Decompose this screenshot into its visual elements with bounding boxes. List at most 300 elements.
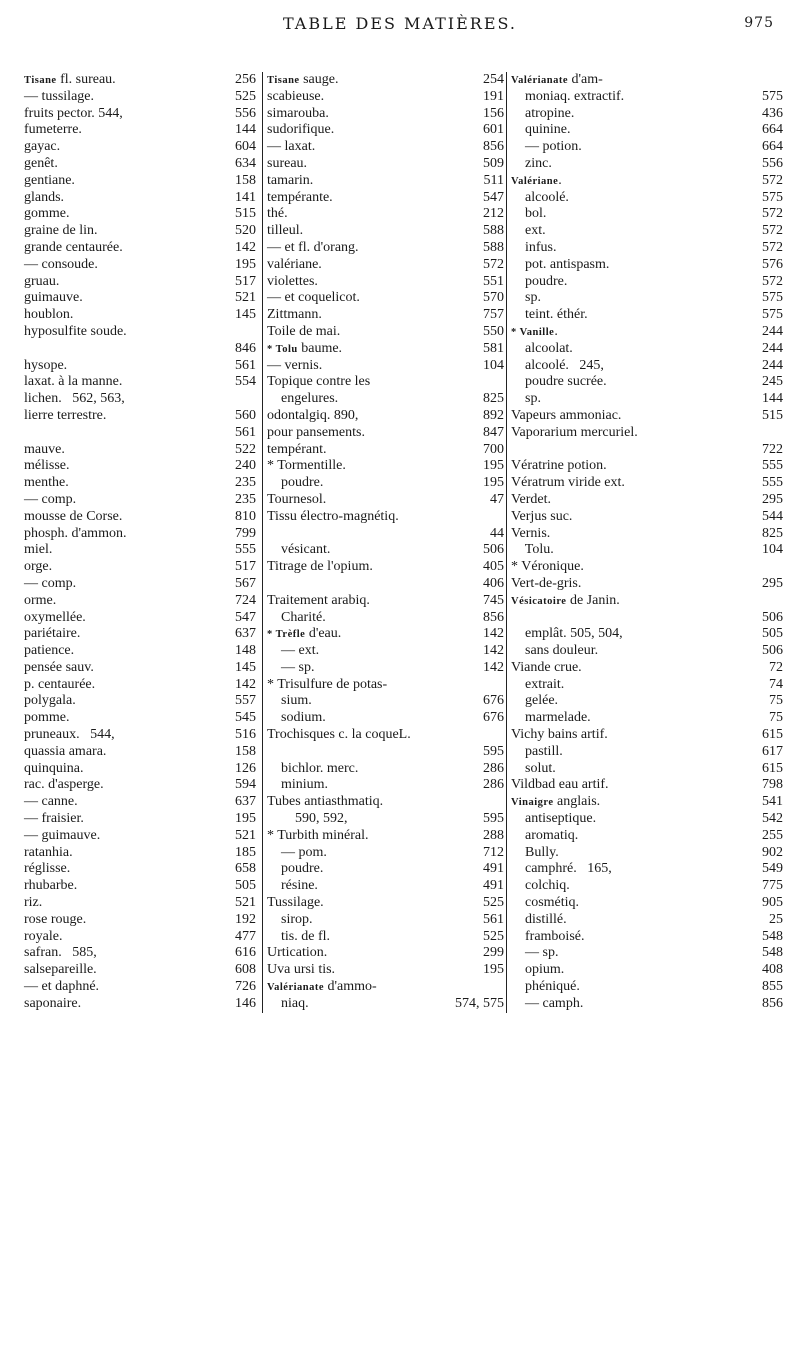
entry-page: 799 [235,525,256,541]
entry-text: Tolu. [511,542,554,558]
entry-term [511,190,569,207]
index-entry [267,962,504,979]
index-entry [511,744,783,761]
entry-text: d'eau. [305,626,342,642]
entry-page: 505 [762,626,783,642]
entry-page: 572 [762,223,783,239]
index-entry [511,559,783,576]
entry-page: 245 [762,374,783,390]
entry-text: rac. d'asperge. [24,777,104,793]
entry-page: 254 [483,72,504,87]
index-entry [267,509,504,526]
index-entry [24,526,256,543]
index-entry [24,710,256,727]
entry-text: genêt. [24,155,58,171]
entry-term [24,996,81,1013]
index-entry [24,374,256,391]
index-entry [267,526,504,543]
entry-text: fruits pector. 544, [24,105,123,121]
entry-text: * Tormentille. [267,458,346,474]
entry-term [24,929,62,946]
entry-text: ratanhia. [24,844,73,860]
entry-page: 588 [483,239,504,255]
entry-term [24,408,106,425]
entry-page: 244 [762,340,783,356]
entry-text: framboisé. [511,928,585,944]
entry-term [511,156,552,173]
index-entry [267,475,504,492]
index-entry [24,542,256,559]
entry-term [267,643,319,660]
entry-term [511,845,559,862]
entry-term [24,526,126,543]
entry-page: 905 [762,895,783,911]
index-entry [511,122,783,139]
entry-text: Toile de mai. [267,323,341,339]
index-entry [267,610,504,627]
entry-text: sodium. [267,710,326,726]
index-entry [511,693,783,710]
entry-term [267,794,383,811]
entry-page: 616 [235,945,256,961]
index-entry [267,727,504,744]
index-entry [24,811,256,828]
entry-text: teint. éthér. [511,307,588,323]
entry-page: 72 [769,659,783,675]
entry-page: 75 [769,710,783,726]
entry-term [267,391,338,408]
entry-term [511,912,567,929]
index-entry [511,861,783,878]
entry-page: 561 [235,424,256,440]
entry-term [511,408,621,425]
entry-term [24,845,73,862]
index-entry [24,727,256,744]
entry-term [267,106,329,123]
index-entry [267,442,504,459]
entry-text: résine. [267,878,318,894]
entry-text: Tournesol. [267,491,327,507]
entry-text: miel. [24,542,53,558]
entry-page: 700 [483,441,504,457]
entry-term [267,610,326,627]
index-entry [511,660,783,677]
entry-text: bichlor. merc. [267,760,359,776]
entry-term [24,106,123,123]
entry-page: 515 [762,407,783,423]
entry-term [511,475,625,492]
entry-page: 191 [483,88,504,104]
entry-page: 574, 575 [455,995,504,1011]
entry-term [24,811,84,828]
entry-page: 295 [762,491,783,507]
entry-term [24,122,82,139]
index-entry [24,962,256,979]
entry-page: 549 [762,861,783,877]
entry-text: Uva ursi tis. [267,962,336,978]
entry-page: 555 [235,542,256,558]
entry-text: . [558,172,562,188]
entry-page: 798 [762,777,783,793]
entry-term [267,492,326,509]
entry-page: 509 [483,155,504,171]
entry-text: . [554,323,558,339]
entry-term [511,307,588,324]
index-entry [267,190,504,207]
entry-page: 104 [483,357,504,373]
entry-text: sp. [511,391,541,407]
entry-page: 517 [235,559,256,575]
index-column-3 [506,72,783,1013]
entry-text: atropine. [511,105,575,121]
entry-text: quassia amara. [24,743,107,759]
entry-page: 521 [235,290,256,306]
entry-text: laxat. à la manne. [24,374,123,390]
entry-term [511,643,598,660]
entry-text: Bully. [511,844,559,860]
index-entry [24,89,256,106]
entry-term [511,122,571,139]
entry-text: poudre. [267,475,324,491]
index-entry [511,358,783,375]
entry-term [267,290,360,307]
entry-term [511,391,541,408]
entry-page: 491 [483,861,504,877]
entry-page: 146 [235,995,256,1011]
entry-page: 555 [762,458,783,474]
index-entry [267,542,504,559]
entry-page: 521 [235,895,256,911]
entry-text: pastill. [511,743,563,759]
entry-term [24,206,70,223]
entry-term [267,593,370,610]
entry-text: quinquina. [24,760,84,776]
entry-term [511,206,546,223]
entry-page: 240 [235,458,256,474]
entry-term [267,979,377,997]
entry-term [24,324,127,341]
entry-text: salsepareille. [24,962,97,978]
entry-text: — comp. [24,491,77,507]
entry-term [24,744,106,761]
entry-page: 158 [235,172,256,188]
index-entry [267,139,504,156]
index-entry [511,610,783,627]
entry-text: Titrage de l'opium. [267,559,373,575]
entry-term [267,828,369,845]
entry-page: 506 [762,609,783,625]
entry-text: violettes. [267,273,318,289]
entry-page: 676 [483,693,504,709]
index-entry [24,509,256,526]
index-entry [511,89,783,106]
entry-text: — laxat. [267,139,316,155]
index-entry [267,744,504,761]
entry-page: 144 [762,391,783,407]
entry-page: 676 [483,710,504,726]
entry-page: 44 [490,525,504,541]
entry-page: 548 [762,945,783,961]
entry-term [511,861,612,878]
entry-page: 712 [483,844,504,860]
entry-headword: * Tolu [267,343,298,355]
entry-term [511,240,557,257]
index-entry [511,475,783,492]
entry-term [511,693,558,710]
index-entry [267,458,504,475]
entry-text: valériane. [267,256,322,272]
entry-page: 547 [483,189,504,205]
entry-term [511,710,591,727]
entry-text: tamarin. [267,172,314,188]
entry-page: 515 [235,206,256,222]
entry-page: 126 [235,760,256,776]
index-entry [24,475,256,492]
index-entry [511,374,783,391]
entry-page: 541 [762,794,783,810]
entry-text: sudorifique. [267,122,335,138]
entry-text: * Trisulfure de potas- [267,676,388,692]
entry-page: 745 [483,592,504,608]
entry-term [24,962,97,979]
entry-text: extrait. [511,676,565,692]
entry-term [267,442,326,459]
entry-text: vésicant. [267,542,331,558]
entry-page: 74 [769,676,783,692]
entry-headword: Valériane [511,175,559,187]
index-entry [267,72,504,89]
index-entry [511,761,783,778]
entry-text: phéniqué. [511,979,580,995]
entry-term [267,139,315,156]
entry-page: 664 [762,122,783,138]
entry-term [267,878,318,895]
entry-text: thé. [267,206,288,222]
index-entry [267,593,504,610]
entry-page: 506 [483,542,504,558]
entry-page: 436 [762,105,783,121]
index-entry [24,643,256,660]
index-entry [24,979,256,996]
index-entry [511,139,783,156]
entry-term [267,223,303,240]
entry-page: 617 [762,743,783,759]
entry-term [511,106,574,123]
entry-term [24,710,70,727]
entry-term [267,693,312,710]
entry-text: ext. [511,223,546,239]
index-entry [24,458,256,475]
entry-page: 185 [235,844,256,860]
entry-text: gelée. [511,693,559,709]
index-entry [24,845,256,862]
entry-text: Viande crue. [511,659,582,675]
entry-term [511,324,558,342]
entry-text: poudre sucrée. [511,374,607,390]
entry-term [24,542,52,559]
index-entry [24,72,256,89]
entry-term [24,475,69,492]
entry-text: Vératrum viride ext. [511,475,625,491]
entry-page: 25 [769,911,783,927]
entry-text: glands. [24,189,65,205]
entry-term [511,996,583,1013]
entry-term [267,845,327,862]
index-entry [511,509,783,526]
entry-headword: Vésicatoire [511,595,567,607]
entry-page: 608 [235,962,256,978]
entry-text: anglais. [553,794,601,810]
entry-page: 195 [483,962,504,978]
index-entry [267,626,504,643]
entry-page: 604 [235,139,256,155]
entry-term [24,458,70,475]
index-entry [24,593,256,610]
entry-page: 595 [483,743,504,759]
entry-term [24,593,56,610]
entry-term [267,257,322,274]
entry-text: Zittmann. [267,307,322,323]
entry-page: 255 [762,827,783,843]
entry-text: orme. [24,592,57,608]
index-entry [511,492,783,509]
entry-text: poudre. [511,273,568,289]
entry-term [267,122,334,139]
entry-text: — canne. [24,794,78,810]
entry-page: 595 [483,811,504,827]
entry-term [267,861,323,878]
entry-text: tempérant. [267,441,327,457]
entry-term [267,509,399,526]
entry-text: — et coquelicot. [267,290,360,306]
index-entry [267,643,504,660]
entry-text: sp. [511,290,541,306]
index-entry [267,979,504,996]
index-entry [511,794,783,811]
entry-page: 594 [235,777,256,793]
index-entry [511,442,783,459]
entry-text: bol. [511,206,547,222]
entry-term [267,240,359,257]
index-entry [267,307,504,324]
entry-text: — potion. [511,139,582,155]
entry-term [267,660,314,677]
entry-page: 572 [762,239,783,255]
entry-page: 576 [762,256,783,272]
entry-page: 575 [762,88,783,104]
entry-term [511,223,546,240]
entry-text: gomme. [24,206,70,222]
entry-page: 212 [483,206,504,222]
entry-page: 572 [762,273,783,289]
entry-page: 511 [483,172,504,188]
entry-term [24,89,94,106]
entry-page: 408 [762,962,783,978]
index-entry [511,156,783,173]
index-entry [267,761,504,778]
entry-text: pariétaire. [24,626,81,642]
entry-term [24,693,76,710]
entry-term [511,794,600,812]
entry-headword: Tisane [267,75,300,86]
entry-text: menthe. [24,475,69,491]
entry-page: 142 [235,239,256,255]
entry-term [267,89,324,106]
entry-text: gayac. [24,139,61,155]
index-entry [267,710,504,727]
index-entry [511,912,783,929]
entry-term [24,156,58,173]
entry-text: Traitement arabiq. [267,592,370,608]
index-entry [267,828,504,845]
entry-text: rhubarbe. [24,878,78,894]
index-entry [24,257,256,274]
index-entry [267,811,504,828]
entry-page: 615 [762,727,783,743]
entry-page: 192 [235,911,256,927]
page-header [0,14,800,44]
entry-page: 525 [483,928,504,944]
entry-page: 547 [235,609,256,625]
entry-text: — et daphné. [24,979,100,995]
index-entry [511,811,783,828]
entry-term [511,458,607,475]
index-entry [267,794,504,811]
entry-text: grande centaurée. [24,239,123,255]
index-entry [24,408,256,425]
entry-term [24,391,125,408]
index-entry [511,190,783,207]
index-entry [24,828,256,845]
entry-text: * Turbith minéral. [267,827,369,843]
entry-page: 572 [483,256,504,272]
entry-page: 637 [235,794,256,810]
entry-text: alcoolé. [511,189,569,205]
entry-page: 575 [762,307,783,323]
entry-text: gentiane. [24,172,75,188]
entry-term [267,458,346,475]
index-entry [511,710,783,727]
entry-term [267,912,313,929]
entry-text: polygala. [24,693,76,709]
index-entry [24,912,256,929]
index-entry [511,324,783,341]
index-entry [267,996,504,1013]
entry-term [24,139,60,156]
entry-text: pomme. [24,710,70,726]
entry-text: sauge. [299,72,339,87]
entry-headword: * Trèfle [267,629,306,641]
entry-term [267,559,373,576]
entry-text: emplât. 505, 504, [511,626,623,642]
entry-page: 295 [762,575,783,591]
index-entry [511,274,783,291]
index-entry [511,290,783,307]
entry-text: orge. [24,559,53,575]
index-entry [511,425,783,442]
index-entry [511,677,783,694]
index-entry [24,139,256,156]
entry-text: infus. [511,239,557,255]
index-entry [24,929,256,946]
entry-text: Topique contre les [267,374,371,390]
entry-page: 550 [483,323,504,339]
entry-page: 142 [483,643,504,659]
index-entry [267,240,504,257]
entry-page: 856 [483,139,504,155]
entry-term [267,727,411,744]
index-entry [24,945,256,962]
